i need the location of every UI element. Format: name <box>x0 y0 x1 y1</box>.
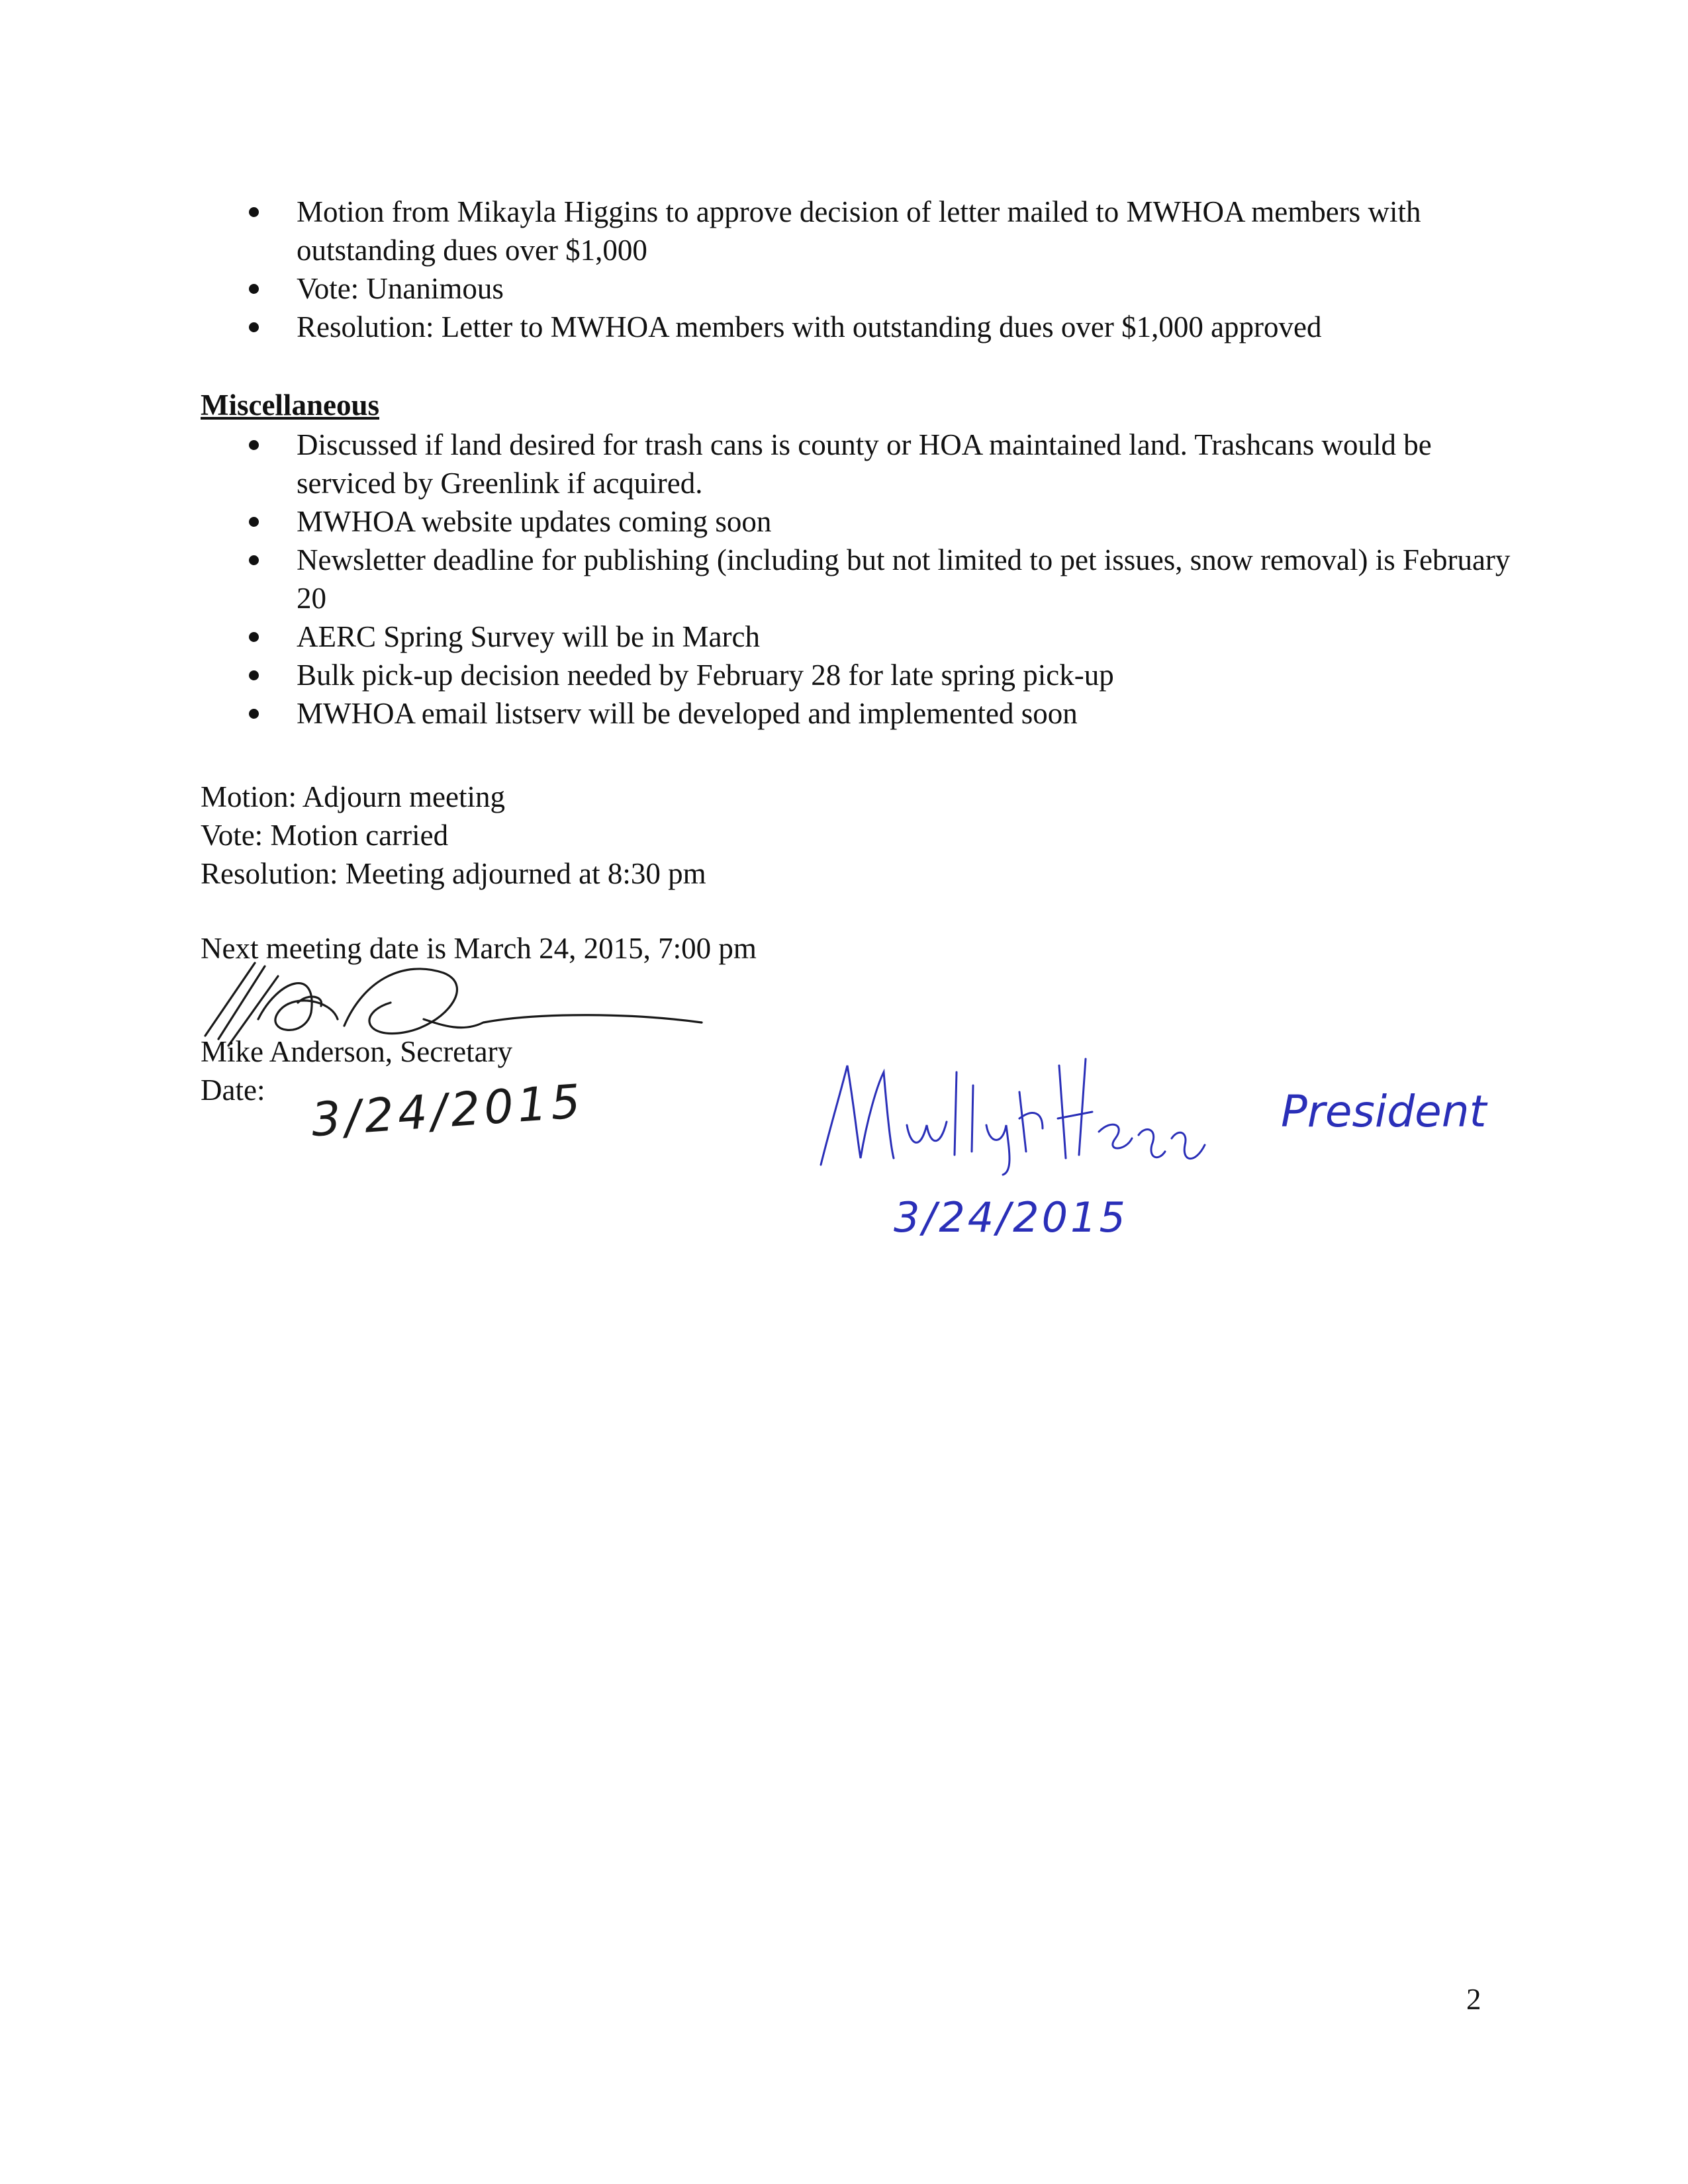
bullet-icon <box>249 284 259 294</box>
list-item-text: MWHOA website updates coming soon <box>297 505 772 538</box>
president-signature-icon <box>814 1046 1225 1178</box>
list-item <box>199 426 1516 502</box>
bullet-icon <box>249 322 259 332</box>
motion-list <box>199 193 1523 346</box>
list-item <box>199 617 1516 656</box>
list-item-text: Vote: Unanimous <box>297 272 504 305</box>
page-number: 2 <box>1466 1983 1481 2016</box>
closing-resolution: Resolution: Meeting adjourned at 8:30 pm <box>201 857 706 890</box>
president-date-handwritten: 3/24/2015 <box>894 1193 1128 1242</box>
list-item <box>199 269 1523 308</box>
list-item <box>199 656 1516 694</box>
closing-vote: Vote: Motion carried <box>201 819 449 852</box>
bullet-icon <box>249 517 259 527</box>
bullet-icon <box>249 207 259 217</box>
bullet-icon <box>249 555 259 565</box>
president-title-handwritten: President <box>1281 1086 1487 1137</box>
list-item <box>199 193 1523 269</box>
list-item <box>199 541 1516 617</box>
bullet-icon <box>249 670 259 680</box>
closing-motion: Motion: Adjourn meeting <box>201 780 505 813</box>
section-heading-miscellaneous: Miscellaneous <box>201 388 379 422</box>
list-item-text: Resolution: Letter to MWHOA members with outstanding dues over $1,000 approved <box>297 310 1322 343</box>
list-item-text: AERC Spring Survey will be in March <box>297 620 760 653</box>
secretary-name-title: Mike Anderson, Secretary <box>201 1035 513 1068</box>
list-item <box>199 308 1523 346</box>
secretary-date-label: Date: <box>201 1073 265 1107</box>
list-item-text: Motion from Mikayla Higgins to approve decision of letter mailed to MWHOA members with outstanding dues over $1,000 <box>297 195 1421 267</box>
bullet-icon <box>249 632 259 642</box>
list-item-text: Bulk pick-up decision needed by February 28 for late spring pick-up <box>297 659 1114 692</box>
miscellaneous-list <box>199 426 1516 733</box>
list-item-text: Discussed if land desired for trash cans is county or HOA maintained land. Trashcans would be serviced by Greenlink if acquired. <box>297 428 1432 500</box>
list-item <box>199 502 1516 541</box>
secretary-date-handwritten: 3/24/2015 <box>309 1073 586 1148</box>
list-item-text: Newsletter deadline for publishing (including but not limited to pet issues, snow removal) is February 20 <box>297 543 1511 615</box>
bullet-icon <box>249 709 259 719</box>
bullet-icon <box>249 440 259 450</box>
next-meeting: Next meeting date is March 24, 2015, 7:00 pm <box>201 932 757 965</box>
list-item <box>199 694 1516 733</box>
list-item-text: MWHOA email listserv will be developed and implemented soon <box>297 697 1078 730</box>
